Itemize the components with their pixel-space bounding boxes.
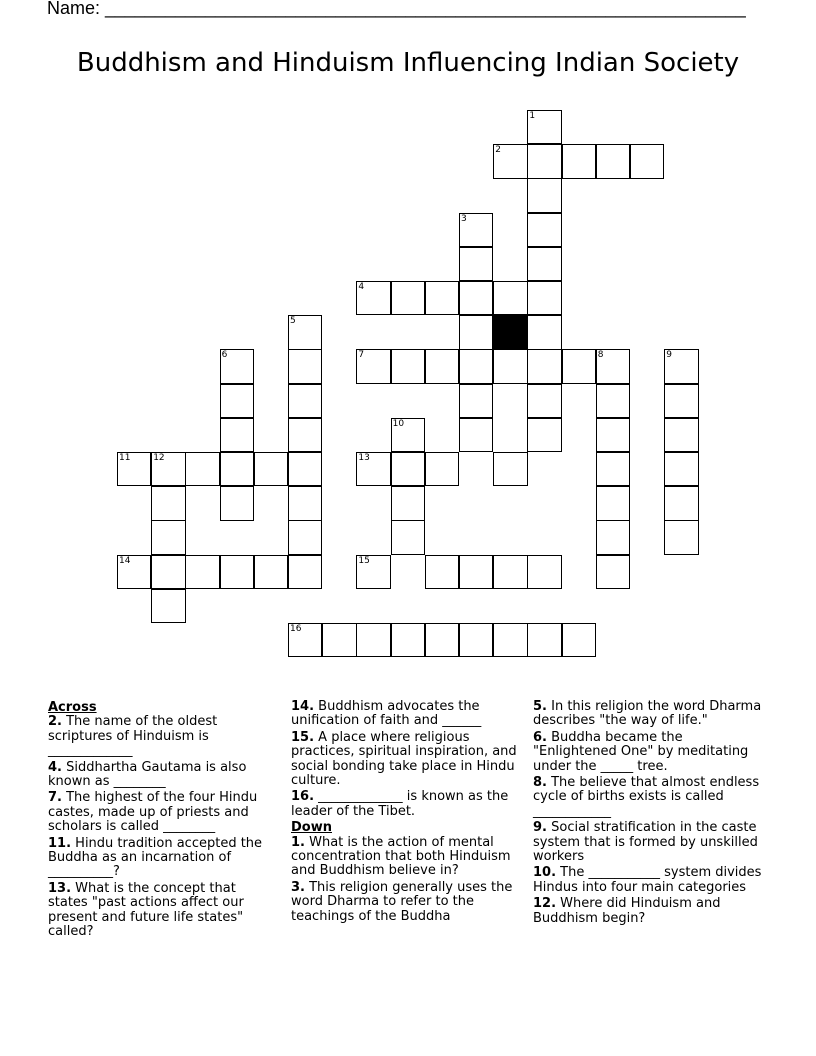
across-clue-list-continued <box>291 700 527 819</box>
clue-number: 13. <box>48 880 72 896</box>
clue-text: Siddhartha Gautama is also known as ________ <box>48 759 247 790</box>
across-clue <box>48 837 270 880</box>
clue-number: 10 <box>392 418 405 429</box>
grid-cell[interactable] <box>493 281 527 315</box>
grid-cell[interactable] <box>459 418 493 452</box>
grid-cell[interactable] <box>117 452 151 486</box>
clue-text: The believe that almost endless cycle of births exists is called ____________ <box>533 775 760 819</box>
grid-cell[interactable] <box>391 486 425 520</box>
clue-number: 12 <box>153 453 165 463</box>
grid-cell[interactable] <box>664 384 698 418</box>
grid-cell[interactable] <box>391 623 425 657</box>
across-clue <box>291 731 527 789</box>
grid-cell[interactable] <box>425 349 459 383</box>
clue-number: 6. <box>533 729 547 745</box>
grid-cell[interactable] <box>151 520 185 554</box>
grid-cell[interactable] <box>493 349 527 383</box>
down-clue <box>533 821 769 864</box>
grid-cell[interactable] <box>596 486 630 520</box>
down-clue <box>533 731 769 774</box>
grid-cell[interactable] <box>288 623 322 657</box>
grid-cell[interactable] <box>596 555 630 589</box>
clue-text: Buddha became the "Enlightened One" by meditating under the _____ tree. <box>533 729 749 774</box>
across-clue <box>48 761 270 790</box>
grid-cell[interactable] <box>459 623 493 657</box>
clue-text: The name of the oldest scriptures of Hinduism is _____________ <box>48 714 218 759</box>
across-heading: Across <box>48 700 97 715</box>
clue-number: 15. <box>291 729 315 745</box>
grid-cell[interactable] <box>288 486 322 520</box>
grid-cell[interactable] <box>356 452 390 486</box>
grid-cell[interactable] <box>288 452 322 486</box>
clue-number: 13 <box>358 453 370 463</box>
grid-cell[interactable] <box>425 281 459 315</box>
clues-column-1 <box>48 700 270 942</box>
grid-cell[interactable] <box>493 452 527 486</box>
grid-cell[interactable] <box>664 349 698 383</box>
down-clue <box>533 700 769 729</box>
grid-cell[interactable] <box>527 110 561 144</box>
clue-number: 12. <box>533 896 557 912</box>
grid-cell[interactable] <box>459 213 493 247</box>
down-clue <box>533 776 769 819</box>
clue-number: 14. <box>291 699 315 714</box>
clue-text: What is the concept that states "past actions affect our present and future life states" called? <box>48 880 244 940</box>
clue-text: Buddhism advocates the unification of faith and ______ <box>291 699 482 729</box>
grid-cell[interactable] <box>425 452 459 486</box>
clue-text: This religion generally uses the word Dharma to refer to the teachings of the Buddha <box>291 879 513 924</box>
grid-cell[interactable] <box>288 418 322 452</box>
clue-number: 2 <box>495 145 501 156</box>
clue-text: Social stratification in the caste system that is formed by unskilled workers <box>533 820 758 865</box>
grid-cell[interactable] <box>288 315 322 349</box>
across-clue <box>48 791 270 834</box>
grid-cell[interactable] <box>356 281 390 315</box>
clues-column-2 <box>291 700 527 926</box>
grid-cell[interactable] <box>527 315 561 349</box>
grid-cell[interactable] <box>596 418 630 452</box>
down-clue <box>533 897 769 926</box>
grid-cell[interactable] <box>527 178 561 212</box>
grid-cell[interactable] <box>151 452 185 486</box>
grid-cell[interactable] <box>391 452 425 486</box>
grid-cell[interactable] <box>596 384 630 418</box>
down-clue-list-continued <box>533 700 769 926</box>
across-clue <box>291 700 527 729</box>
grid-cell[interactable] <box>391 281 425 315</box>
grid-cell[interactable] <box>664 418 698 452</box>
clue-number: 5 <box>290 316 296 327</box>
clue-number: 7. <box>48 790 62 806</box>
clue-number: 15 <box>358 555 370 566</box>
clue-number: 8. <box>533 775 547 791</box>
clue-text: Hindu tradition accepted the Buddha as an incarnation of __________? <box>48 835 263 880</box>
grid-cell[interactable] <box>459 247 493 281</box>
clue-text: _____________ is known as the leader of the Tibet. <box>291 789 509 819</box>
grid-cell[interactable] <box>664 520 698 554</box>
clue-number: 10. <box>533 865 557 881</box>
grid-cell[interactable] <box>596 520 630 554</box>
grid-cell[interactable] <box>356 623 390 657</box>
down-clue <box>291 881 527 924</box>
grid-cell[interactable] <box>254 452 288 486</box>
grid-cell[interactable] <box>527 555 561 589</box>
grid-cell[interactable] <box>493 555 527 589</box>
black-square <box>493 315 527 349</box>
across-clue <box>48 882 270 940</box>
grid-cell[interactable] <box>562 623 596 657</box>
grid-cell[interactable] <box>562 349 596 383</box>
grid-cell[interactable] <box>288 384 322 418</box>
clue-number: 3 <box>461 213 467 224</box>
grid-cell[interactable] <box>527 144 561 178</box>
grid-cell[interactable] <box>288 555 322 589</box>
clue-number: 8 <box>597 350 604 361</box>
clue-text: The ___________ system divides Hindus into four main categories <box>533 865 762 895</box>
clue-number: 1. <box>291 834 305 850</box>
grid-cell[interactable] <box>425 623 459 657</box>
grid-cell[interactable] <box>391 418 425 452</box>
down-heading: Down <box>291 820 332 836</box>
grid-cell[interactable] <box>459 281 493 315</box>
clue-number: 9 <box>666 350 672 361</box>
grid-cell[interactable] <box>220 555 254 589</box>
down-clue-list <box>291 836 527 924</box>
grid-cell[interactable] <box>459 315 493 349</box>
across-clue <box>291 790 527 819</box>
grid-cell[interactable] <box>151 589 185 623</box>
grid-cell[interactable] <box>527 418 561 452</box>
grid-cell[interactable] <box>493 144 527 178</box>
grid-cell[interactable] <box>527 281 561 315</box>
clue-text: Where did Hinduism and Buddhism begin? <box>533 896 721 926</box>
grid-cell[interactable] <box>664 452 698 486</box>
grid-cell[interactable] <box>185 452 219 486</box>
clue-number: 2. <box>48 714 62 730</box>
grid-cell[interactable] <box>527 247 561 281</box>
grid-cell[interactable] <box>493 623 527 657</box>
clue-text: The highest of the four Hindu castes, made up of priests and scholars is called ________ <box>48 790 258 835</box>
clue-number: 4 <box>358 282 365 292</box>
grid-cell[interactable] <box>596 452 630 486</box>
clue-number: 7 <box>358 350 365 361</box>
grid-cell[interactable] <box>288 349 322 383</box>
down-clue <box>533 866 769 895</box>
clue-number: 1 <box>529 111 536 121</box>
grid-cell[interactable] <box>596 349 630 383</box>
grid-cell[interactable] <box>459 349 493 383</box>
clue-number: 5. <box>533 699 547 714</box>
grid-cell[interactable] <box>151 555 185 589</box>
grid-cell[interactable] <box>220 349 254 383</box>
grid-cell[interactable] <box>527 213 561 247</box>
clue-number: 9. <box>533 820 547 836</box>
grid-cell[interactable] <box>630 144 664 178</box>
across-clue-list <box>48 715 270 939</box>
clue-text: A place where religious practices, spiritual inspiration, and social bonding take place in Hindu culture. <box>291 729 517 789</box>
grid-cell[interactable] <box>425 555 459 589</box>
grid-cell[interactable] <box>288 520 322 554</box>
grid-cell[interactable] <box>562 144 596 178</box>
grid-cell[interactable] <box>527 349 561 383</box>
clue-number: 11 <box>119 453 131 463</box>
grid-cell[interactable] <box>459 384 493 418</box>
clue-number: 11. <box>48 835 72 851</box>
grid-cell[interactable] <box>151 486 185 520</box>
grid-cell[interactable] <box>185 555 219 589</box>
page-title: Buddhism and Hinduism Influencing Indian Society <box>76 48 740 78</box>
grid-cell[interactable] <box>664 486 698 520</box>
clue-number: 6 <box>221 350 228 361</box>
grid-cell[interactable] <box>391 349 425 383</box>
clue-number: 16 <box>290 624 302 634</box>
clue-text: In this religion the word Dharma describes "the way of life." <box>533 699 762 729</box>
clue-number: 4. <box>48 759 62 775</box>
grid-cell[interactable] <box>117 555 151 589</box>
clue-number: 16. <box>291 789 315 805</box>
down-clue <box>291 836 527 879</box>
grid-cell[interactable] <box>391 520 425 554</box>
clue-number: 3. <box>291 879 305 895</box>
clues-column-3 <box>533 700 769 928</box>
grid-cell[interactable] <box>527 623 561 657</box>
grid-cell[interactable] <box>527 384 561 418</box>
grid-cell[interactable] <box>220 452 254 486</box>
grid-cell[interactable] <box>322 623 356 657</box>
grid-cell[interactable] <box>220 384 254 418</box>
grid-cell[interactable] <box>220 486 254 520</box>
grid-cell[interactable] <box>356 555 390 589</box>
grid-cell[interactable] <box>596 144 630 178</box>
grid-cell[interactable] <box>356 349 390 383</box>
across-clue <box>48 715 270 758</box>
clue-number: 14 <box>119 555 131 566</box>
grid-cell[interactable] <box>220 418 254 452</box>
clue-text: What is the action of mental concentration that both Hinduism and Buddhism believe in? <box>291 834 511 879</box>
grid-cell[interactable] <box>459 555 493 589</box>
grid-cell[interactable] <box>254 555 288 589</box>
name-field-label: Name: ________________________________________________________________ <box>47 0 746 18</box>
